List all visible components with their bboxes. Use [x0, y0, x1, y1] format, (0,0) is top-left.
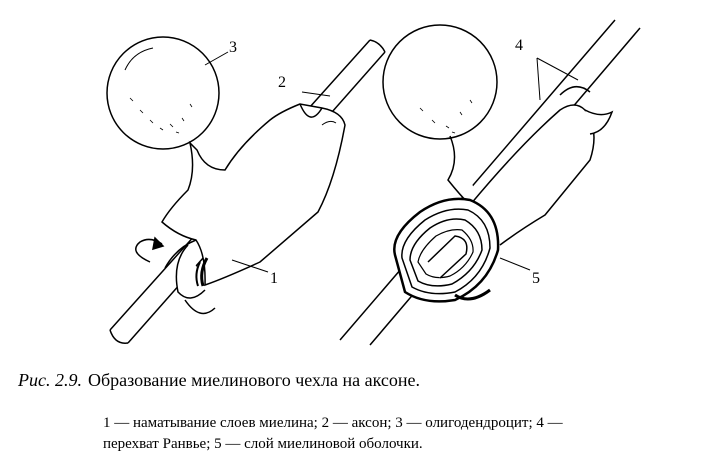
legend-line-2: перехват Ранвье; 5 — слой миелиновой оболочки. [103, 436, 423, 452]
oligodendrocyte-body-right [383, 25, 497, 139]
label-2: 2 [278, 74, 286, 91]
caption-title-text: Образование миелинового чехла на аксоне. [87, 370, 421, 390]
figure-caption-title [18, 370, 420, 391]
myelin-cross-section [394, 199, 498, 302]
oligodendrocyte-body-left [107, 37, 219, 149]
left-panel [107, 37, 385, 343]
label-4: 4 [515, 37, 523, 54]
leader-line-4a [537, 58, 540, 100]
label-5: 5 [532, 270, 540, 287]
label-1: 1 [270, 270, 278, 287]
label-3: 3 [229, 39, 237, 56]
figure-legend [103, 413, 703, 455]
leader-line-3 [205, 52, 228, 65]
figure-ref: Рис. 2.9. [18, 370, 82, 390]
leader-line-4b [537, 58, 578, 80]
leader-line-2 [302, 92, 330, 96]
legend-line-1: 1 — наматывание слоев миелина; 2 — аксон; 3 — олигодендроцит; 4 — [103, 415, 563, 431]
leader-line-5 [500, 258, 530, 270]
right-panel [340, 20, 640, 345]
